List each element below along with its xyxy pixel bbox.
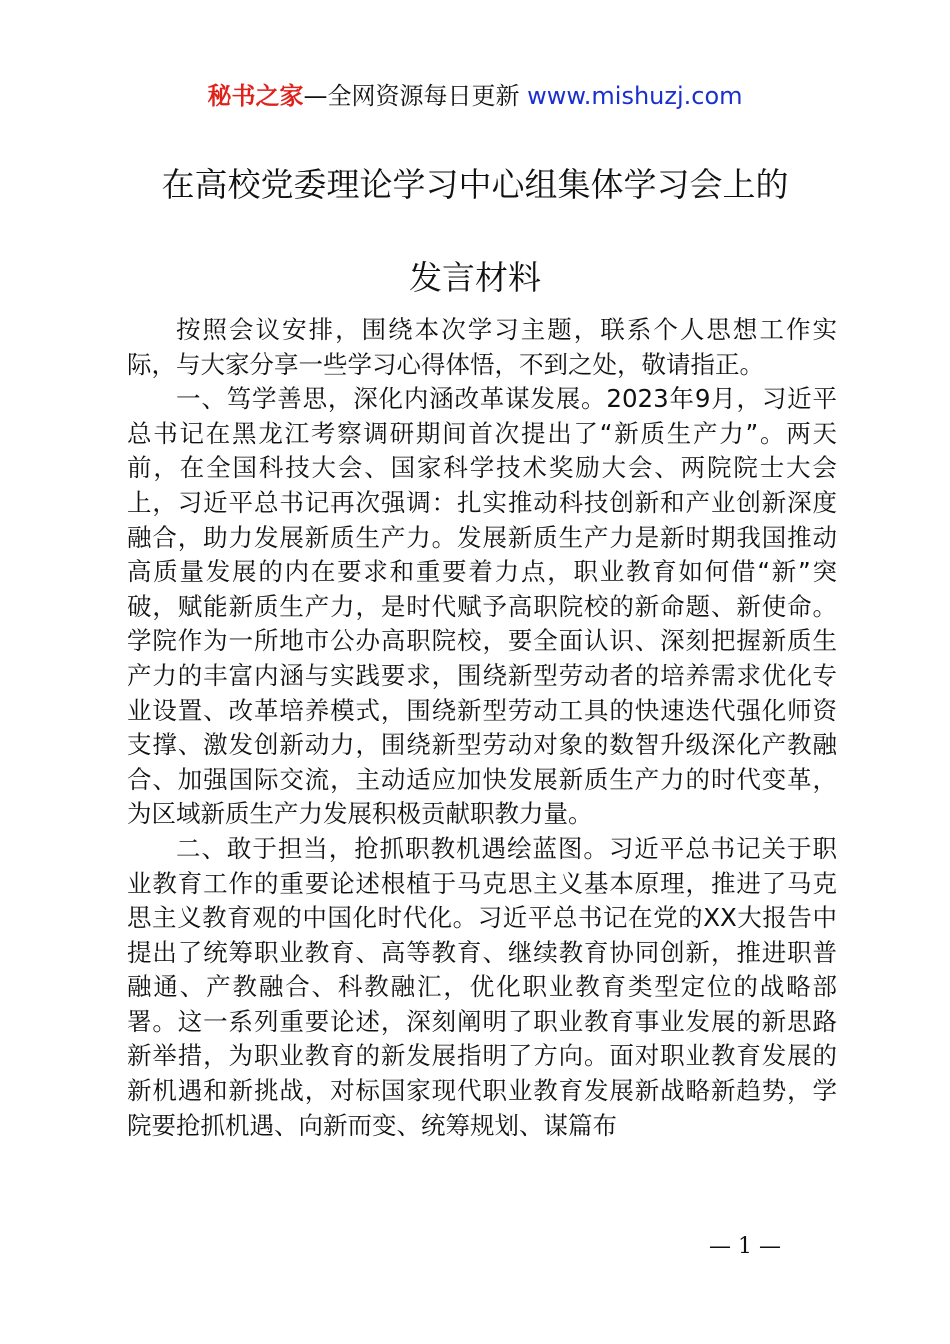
page-number: — 1 — <box>709 1234 781 1259</box>
paragraph-section-1: 一、笃学善思，深化内涵改革谋发展。2023年9月，习近平总书记在黑龙江考察调研期间首次提出了“新质生产力”。两天前，在全国科技大会、国家科学技术奖励大会、两院院士大会上，习近平总书记再次强调：扎实推动科技创新和产业创新深度融合，助力发展新质生产力。发展新质生产力是新时期我国推动高质量发展的内在要求和重要着力点，职业教育如何借“新”突破，赋能新质生产力，是时代赋予高职院校的新命题、新使命。学院作为一所地市公办高职院校，要全面认识、深刻把握新质生产力的丰富内涵与实践要求，围绕新型劳动者的培养需求优化专业设置、改革培养模式，围绕新型劳动工具的快速迭代强化师资支撑、激发创新动力，围绕新型劳动对象的数智升级深化产教融合、加强国际交流，主动适应加快发展新质生产力的时代变革，为区域新质生产力发展积极贡献职教力量。 <box>127 384 837 829</box>
document-title-line-1: 在高校党委理论学习中心组集体学习会上的 <box>161 165 789 204</box>
site-url-link[interactable]: www.mishuzj.com <box>527 82 743 110</box>
paragraph-intro: 按照会议安排，围绕本次学习主题，联系个人思想工作实际，与大家分享一些学习心得体悟，不到之处，敬请指正。 <box>127 315 837 379</box>
site-banner <box>0 80 950 112</box>
document-title-line-2: 发言材料 <box>409 258 541 297</box>
banner-tagline: —全网资源每日更新 <box>303 82 520 110</box>
brand-name: 秘书之家 <box>207 82 304 110</box>
paragraph-section-2: 二、敢于担当，抢抓职教机遇绘蓝图。习近平总书记关于职业教育工作的重要论述根植于马克思主义基本原理，推进了马克思主义教育观的中国化时代化。习近平总书记在党的XX大报告中提出了统筹职业教育、高等教育、继续教育协同创新，推进职普融通、产教融合、科教融汇，优化职业教育类型定位的战略部署。这一系列重要论述，深刻阐明了职业教育事业发展的新思路新举措，为职业教育的新发展指明了方向。面对职业教育发展的新机遇和新挑战，对标国家现代职业教育发展新战略新趋势，学院要抢抓机遇、向新而变、统筹规划、谋篇布 <box>127 833 837 1140</box>
document-body <box>127 313 837 1143</box>
